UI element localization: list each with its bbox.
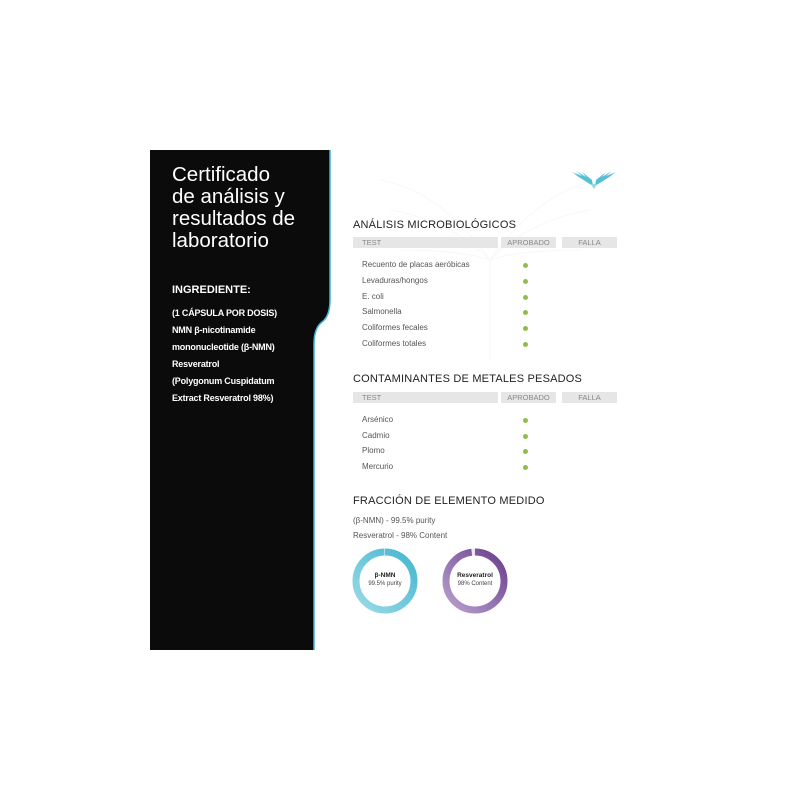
micro-header-test: TEST [353, 237, 498, 248]
pass-dot-icon [523, 279, 528, 284]
micro-section-title: ANÁLISIS MICROBIOLÓGICOS [353, 219, 517, 231]
ingredient-line: (Polygonum Cuspidatum [172, 376, 275, 386]
ingredient-label: INGREDIENTE: [172, 284, 251, 296]
micro-header-fail: FALLA [562, 237, 617, 248]
metals-row-label: Mercurio [362, 462, 394, 471]
title-line: Certificado [172, 163, 270, 186]
nmn-ring-label [352, 572, 418, 588]
micro-row-label: E. coli [362, 292, 384, 301]
micro-row-label: Recuento de placas aeróbicas [362, 260, 470, 269]
ingredient-line: (1 CÁPSULA POR DOSIS) [172, 308, 277, 318]
pass-dot-icon [523, 326, 528, 331]
ingredient-line: Resveratrol [172, 359, 220, 369]
ingredient-line: Extract Resveratrol 98%) [172, 393, 274, 403]
ingredient-line: mononucleotide (β-NMN) [172, 342, 275, 352]
micro-row-label: Coliformes totales [362, 339, 427, 348]
pass-dot-icon [523, 310, 528, 315]
ring-detail: 99.5% purity [368, 581, 402, 587]
fraction-section-title: FRACCIÓN DE ELEMENTO MEDIDO [353, 495, 545, 507]
metals-header-test: TEST [353, 392, 498, 403]
fraction-line: (β-NMN) - 99.5% purity [353, 516, 436, 525]
title-line: de análisis y [172, 185, 285, 208]
metals-section-title: CONTAMINANTES DE METALES PESADOS [353, 373, 583, 385]
pass-dot-icon [523, 263, 528, 268]
pass-dot-icon [523, 434, 528, 439]
metals-row-label: Cadmio [362, 431, 390, 440]
ingredient-list [172, 305, 277, 407]
micro-row-label: Salmonella [362, 307, 402, 316]
ring-name: β-NMN [374, 572, 396, 579]
resveratrol-ring-label [442, 572, 508, 588]
pass-dot-icon [523, 418, 528, 423]
ring-name: Resveratrol [457, 572, 493, 579]
ingredient-line: NMN β-nicotinamide [172, 325, 256, 335]
pass-dot-icon [523, 465, 528, 470]
fraction-line: Resveratrol - 98% Content [353, 531, 448, 540]
micro-header-pass: APROBADO [501, 237, 556, 248]
metals-header-pass: APROBADO [501, 392, 556, 403]
pass-dot-icon [523, 342, 528, 347]
title-line: laboratorio [172, 229, 269, 252]
metals-row-label: Plomo [362, 446, 385, 455]
page-title [172, 164, 342, 252]
wings-logo-icon [570, 170, 618, 190]
ring-detail: 98% Content [457, 581, 493, 587]
metals-header-fail: FALLA [562, 392, 617, 403]
certificate-card [150, 150, 636, 650]
metals-row-label: Arsénico [362, 415, 394, 424]
micro-row-label: Levaduras/hongos [362, 276, 428, 285]
micro-row-label: Coliformes fecales [362, 323, 428, 332]
title-line: resultados de [172, 207, 296, 230]
pass-dot-icon [523, 295, 528, 300]
pass-dot-icon [523, 449, 528, 454]
